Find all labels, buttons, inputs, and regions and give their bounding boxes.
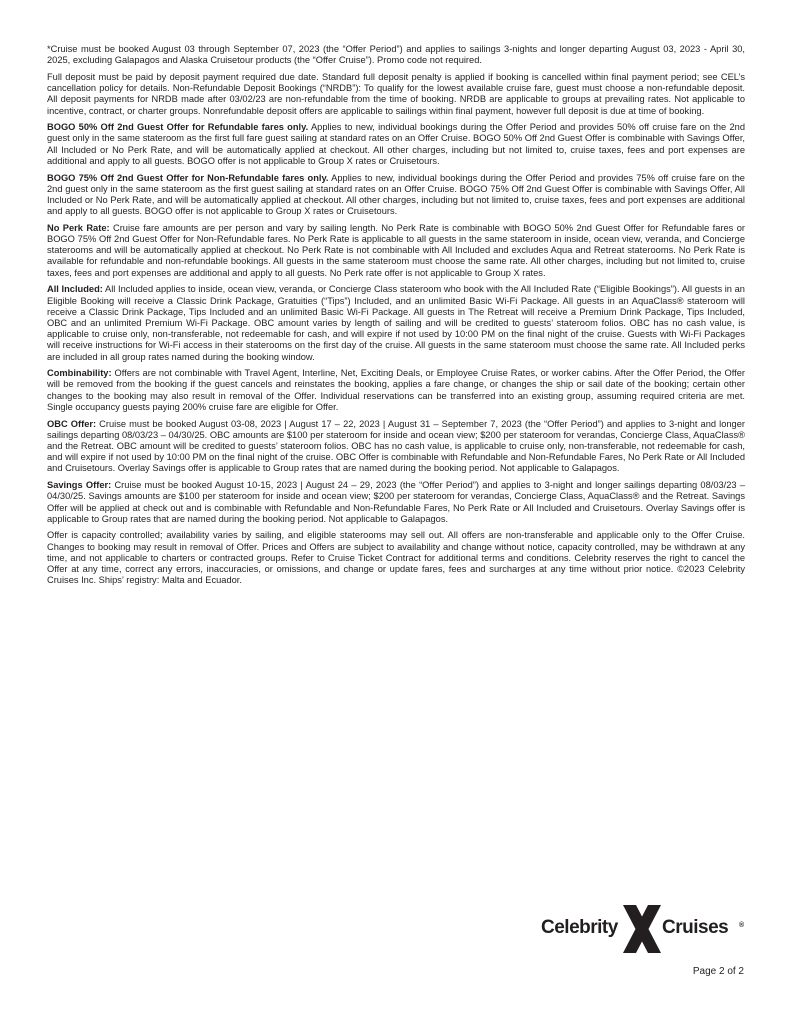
terms-paragraph-2: Full deposit must be paid by deposit payment required due date. Standard full deposit penalty is applied if booking is cancelled within final payment period; see CEL’s cancellation policy for details. Non-Refundable Deposit Bookings (“NRDB”): To qualify for the lowest available cruise fare, guest must choose a non-refundable deposit. All deposit payments for NRDB made after 03/02/23 are non-refundable from the time of booking. NRDB are applicable to groups at prevailing rates. Not applicable to incentive, contract, or charter groups. Nonrefundable deposit offers are applicable to sailings within final payment, however full deposit is due at time of booking.	[47, 71, 745, 116]
terms-paragraph-9: Savings Offer: Cruise must be booked August 10-15, 2023 | August 24 – 29, 2023 (the “Offer Period”) and applies to 3-night and longer sailings departing 08/03/23 – 04/30/25. Savings amounts are $100 per stateroom for inside and ocean view; $200 per stateroom for verandas, Concierge Class, AquaClass® and the Retreat. Savings Offer will be applied at check out and is combinable with Refundable and Non-Refundable Fares, No Perk Rate or All Included and Cruisetours. Overlay Savings offer is applicable to Group rates that are named during the booking period. Not applicable to Galapagos.	[47, 480, 745, 524]
x-logo-icon	[621, 905, 663, 953]
logo-text-cruises: Cruises	[662, 917, 729, 938]
terms-content	[47, 44, 745, 592]
page-number: Page 2 of 2	[692, 966, 744, 977]
logo-text-celebrity: Celebrity	[541, 917, 618, 938]
celebrity-cruises-logo	[541, 905, 746, 953]
terms-paragraph-8: OBC Offer: Cruise must be booked August 03-08, 2023 | August 17 – 22, 2023 | August 31 – September 7, 2023 (the “Offer Period”) and applies to 3-night and longer sailings departing 08/03/23 – 04/30/25. OBC amounts are $100 per stateroom for inside and ocean view; $200 per stateroom for verandas, Concierge Class, AquaClass® and the Retreat. OBC amount will be credited to guests’ stateroom folios. OBC has no cash value, is applicable to cruise only, non-transferable, not redeemable for cash, and will expire if not used by 10:00 PM on the final night of the cruise. OBC Offer is combinable with Refundable and Non-Refundable Fares, No Perk Rate or All Included and Cruisetours. Overlay Savings offer is applicable to Group rates that are named during the booking period. Not applicable to Galapagos.	[47, 418, 745, 474]
terms-paragraph-5: No Perk Rate: Cruise fare amounts are per person and vary by sailing length. No Perk Rate is combinable with BOGO 50% 2nd Guest Offer for Refundable fares or BOGO 75% Off 2nd Guest Offer for Non-Refundable fares. No Perk Rate is applicable to all guests in the same stateroom in inside, ocean view, veranda, and Concierge staterooms and will be automatically applied at checkout. No Perk Rate is not combinable with All Included and excludes Aqua and Retreat staterooms. No Perk Rate is available for refundable and non-refundable bookings. All guests in the same stateroom must choose the same rate. All other charges, including but not limited to, cruise taxes, fees and port expenses are additional and apply to all guests. No Perk rate offer is not applicable to Group X rates.	[47, 222, 745, 278]
terms-paragraph-1: *Cruise must be booked August 03 through September 07, 2023 (the “Offer Period”) and applies to sailings 3-nights and longer departing August 03, 2023 - April 30, 2025, excluding Galapagos and Alaska Cruisetour products (the “Offer Cruise”). Promo code not required.	[47, 44, 745, 66]
terms-paragraph-7: Combinability: Offers are not combinable with Travel Agent, Interline, Net, Exciting Deals, or Employee Cruise Rates, or worker cabins. After the Offer Period, the Offer will be removed from the booking if the guest cancels and reinstates the booking, applies a fare change, or changes the ship or sail date of the booking; certain other changes to the booking may also result in removal of the Offer. Individual reservations can be transferred into an existing group, assuming required criteria are met. Single occupancy guests paying 200% cruise fare are eligible for Offer.	[47, 368, 745, 412]
registered-mark: ®	[739, 922, 745, 929]
terms-paragraph-6: All Included: All Included applies to inside, ocean view, veranda, or Concierge Class stateroom who book with the All Included Rate (“Eligible Bookings”). All guests in an Eligible Booking will receive a Classic Drink Package, Gratuities (“Tips”) Included, and an unlimited Basic Wi-Fi Package. All guests in an AquaClass® stateroom will receive a Classic Drink Package, Tips Included and an unlimited Basic Wi-Fi Package. All guests in The Retreat will receive a Premium Drink Package, Tips Included, OBC and an unlimited Premium Wi-Fi Package. OBC amount varies by length of sailing and will be credited to guests’ stateroom folios. OBC has no cash value, is applicable to cruise only, non-transferable, not redeemable for cash, and will expire if not used by 10:00 PM on the final night of the cruise. Guests with Wi-Fi Packages will receive instructions for Wi-Fi access in their staterooms on the first day of the cruise. All guests in the same stateroom must choose the same rate. All Included perks are included in all group rates named during the booking window.	[47, 284, 745, 362]
terms-paragraph-3: BOGO 50% Off 2nd Guest Offer for Refundable fares only. Applies to new, individual bookings during the Offer Period and provides 50% off cruise fare on the 2nd guest only in the same stateroom as the first full fare guest sailing at standard rates on an Offer Cruise. BOGO 50% Off 2nd Guest Offer is combinable with Savings Offer, All Included or No Perk Rate, and will be automatically applied at checkout. All other charges, including but not limited to, cruise taxes, fees and port expenses are additional and apply to all guests. BOGO offer is not applicable to Group X rates or Cruisetours.	[47, 122, 745, 166]
terms-paragraph-10: Offer is capacity controlled; availability varies by sailing, and eligible staterooms may sell out. All offers are non-transferable and applicable only to the Offer Cruise. Changes to booking may result in removal of Offer. Prices and Offers are subject to availability and change without notice, capacity controlled, may be withdrawn at any time, and not applicable to charters or contracted groups. Refer to Cruise Ticket Contract for additional terms and conditions. Celebrity reserves the right to cancel the Offer at any time, correct any errors, inaccuracies, or omissions, and change or update fares, fees and surcharges at any time without prior notice. ©2023 Celebrity Cruises Inc. Ships’ registry: Malta and Ecuador.	[47, 530, 745, 586]
terms-paragraph-4: BOGO 75% Off 2nd Guest Offer for Non-Refundable fares only. Applies to new, individual bookings during the Offer Period and provides 75% off cruise fare on the 2nd guest only in the same stateroom as the first guest sailing at standard rates on an Offer Cruise. BOGO 75% Off 2nd Guest Offer is combinable with Savings Offer, All Included or No Perk Rate, and will be automatically applied at checkout. All other charges, including but not limited to, cruise taxes, fees and port expenses are additional and apply to all guests. BOGO offer is not applicable to Group X rates or Cruisetours.	[47, 172, 745, 217]
